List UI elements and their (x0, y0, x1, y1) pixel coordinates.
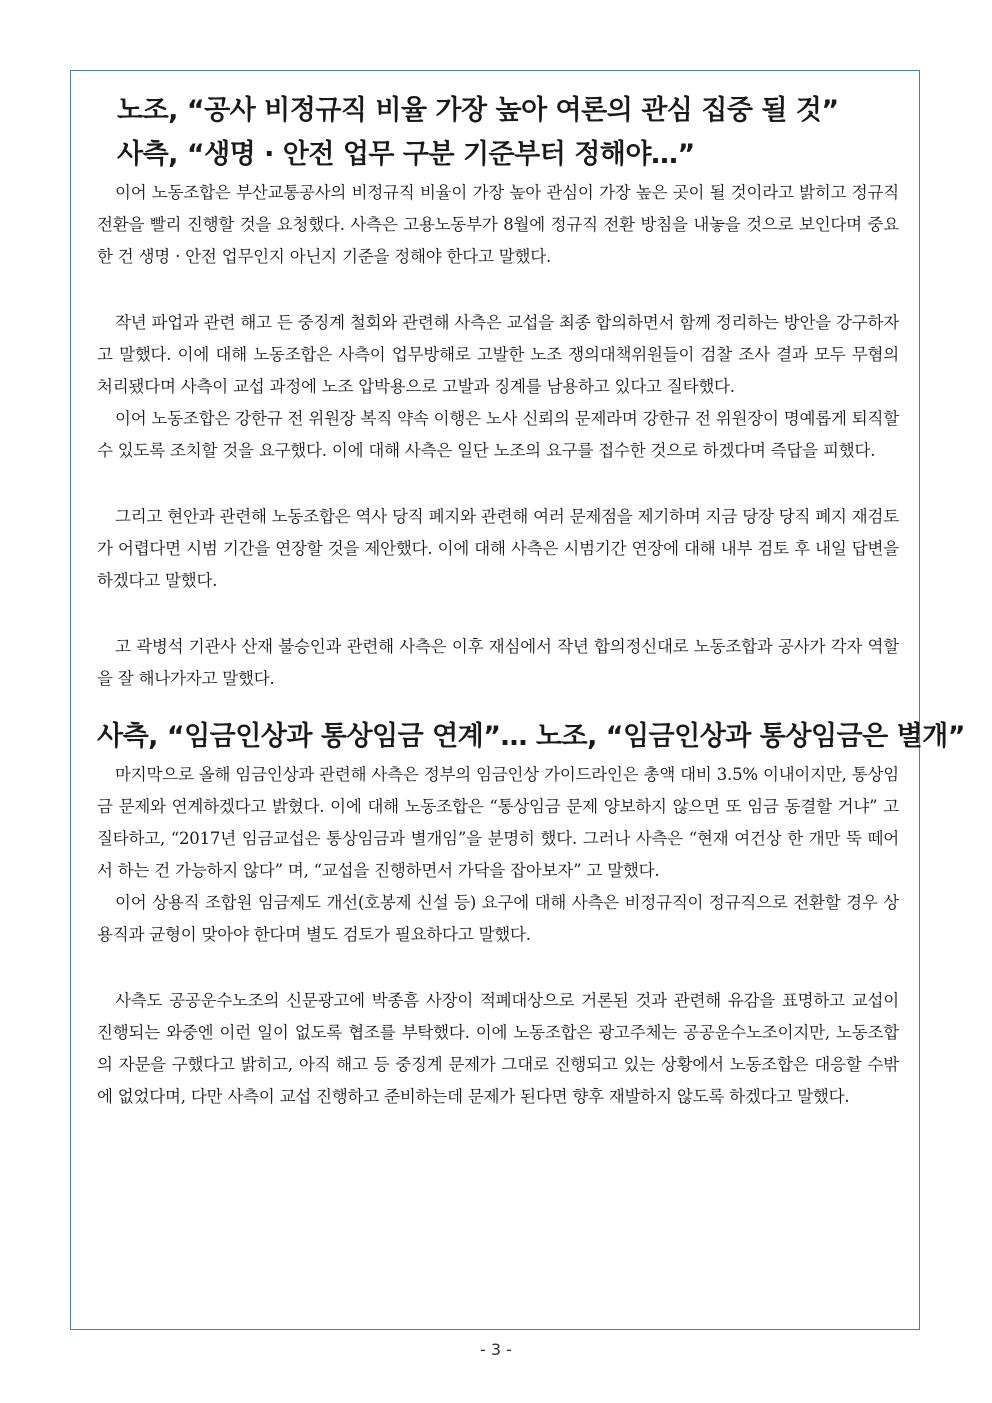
page-number: - 3 - (480, 1340, 512, 1359)
spacer (97, 467, 899, 501)
page-frame (70, 70, 966, 1330)
paragraph: 이어 노동조합은 부산교통공사의 비정규직 비율이 가장 높아 관심이 가장 높은 곳이 될 것이라고 밝히고 정규직 전환을 빨리 진행할 것을 요청했다. 사측은 고용노동부가 8월에 정규직 전환 방침을 내놓을 것으로 보인다며 중요한 건 생명 · 안전 업무인지 아닌지 기준을 정해야 한다고 말했다. (97, 183, 899, 266)
headline-union-1: 노조, “공사 비정규직 비율 가장 높아 여론의 관심 집중 될 것” (117, 95, 839, 126)
paragraph: 그리고 현안과 관련해 노동조합은 역사 당직 폐지와 관련해 여러 문제점을 제기하며 지금 당장 당직 폐지 재검토가 어렵다면 시범 기간을 연장할 것을 제안했다. 이에 대해 사측은 시범기간 연장에 대해 내부 검토 후 내일 답변을 하겠다고 말했다. (97, 507, 900, 590)
article-body (97, 89, 966, 1113)
paragraph: 사측도 공공운수노조의 신문광고에 박종흠 사장이 적폐대상으로 거론된 것과 관련해 유감을 표명하고 교섭이 진행되는 와중엔 이런 일이 없도록 협조를 부탁했다. 이에 노동조합은 광고주체는 공공운수노조이지만, 노동조합의 자문을 구했다고 밝히고, 아직 해고 등 중징계 문제가 그대로 진행되고 있는 상황에서 노동조합은 대응할 수밖에 없었다며, 다만 사측이 교섭 진행하고 준비하는데 문제가 된다면 향후 재발하지 않도록 하겠다고 말했다. (97, 991, 899, 1106)
paragraph: 고 곽병석 기관사 산재 불승인과 관련해 사측은 이후 재심에서 작년 합의정신대로 노동조합과 공사가 각자 역할을 잘 해나가자고 말했다. (97, 637, 899, 688)
spacer (97, 951, 899, 985)
headline-management-1: 사측, “생명 · 안전 업무 구분 기준부터 정해야…” (117, 139, 695, 170)
paragraph: 이어 노동조합은 강한규 전 위원장 복직 약속 이행은 노사 신뢰의 문제라며 강한규 전 위원장이 명예롭게 퇴직할 수 있도록 조치할 것을 요구했다. 이에 대해 사측은 일단 노조의 요구를 접수한 것으로 하겠다며 즉답을 피했다. (97, 409, 899, 460)
spacer (97, 695, 899, 715)
paragraph: 작년 파업과 관련 해고 든 중징계 철회와 관련해 사측은 교섭을 최종 합의하면서 함께 정리하는 방안을 강구하자고 말했다. 이에 대해 노동조합은 사측이 업무방해로 고발한 노조 쟁의대책위원들이 검찰 조사 결과 모두 무혐의 처리됐다며 사측이 교섭 과정에 노조 압박용으로 고발과 징계를 남용하고 있다고 질타했다. (97, 313, 899, 396)
spacer (97, 597, 899, 631)
paragraph: 이어 상용직 조합원 임금제도 개선(호봉제 신설 등) 요구에 대해 사측은 비정규직이 정규직으로 전환할 경우 상용직과 균형이 맞아야 한다며 별도 검토가 필요하다고 말했다. (97, 893, 899, 944)
paragraph: 마지막으로 올해 임금인상과 관련해 사측은 정부의 임금인상 가이드라인은 총액 대비 3.5% 이내이지만, 통상임금 문제와 연계하겠다고 밝혔다. 이에 대해 노동조합은 “통상임금 문제 양보하지 않으면 또 임금 동결할 거냐” 고 질타하고, “2017년 임금교섭은 통상임금과 별개임”을 분명히 했다. 그러나 사측은 “현재 여건상 한 개만 뚝 떼어서 하는 건 가능하지 않다” 며, “교섭을 진행하면서 가닥을 잡아보자” 고 말했다. (97, 765, 899, 880)
spacer (97, 273, 899, 307)
headline-wage-section: 사측, “임금인상과 통상임금 연계”… 노조, “임금인상과 통상임금은 별개” (97, 721, 966, 752)
